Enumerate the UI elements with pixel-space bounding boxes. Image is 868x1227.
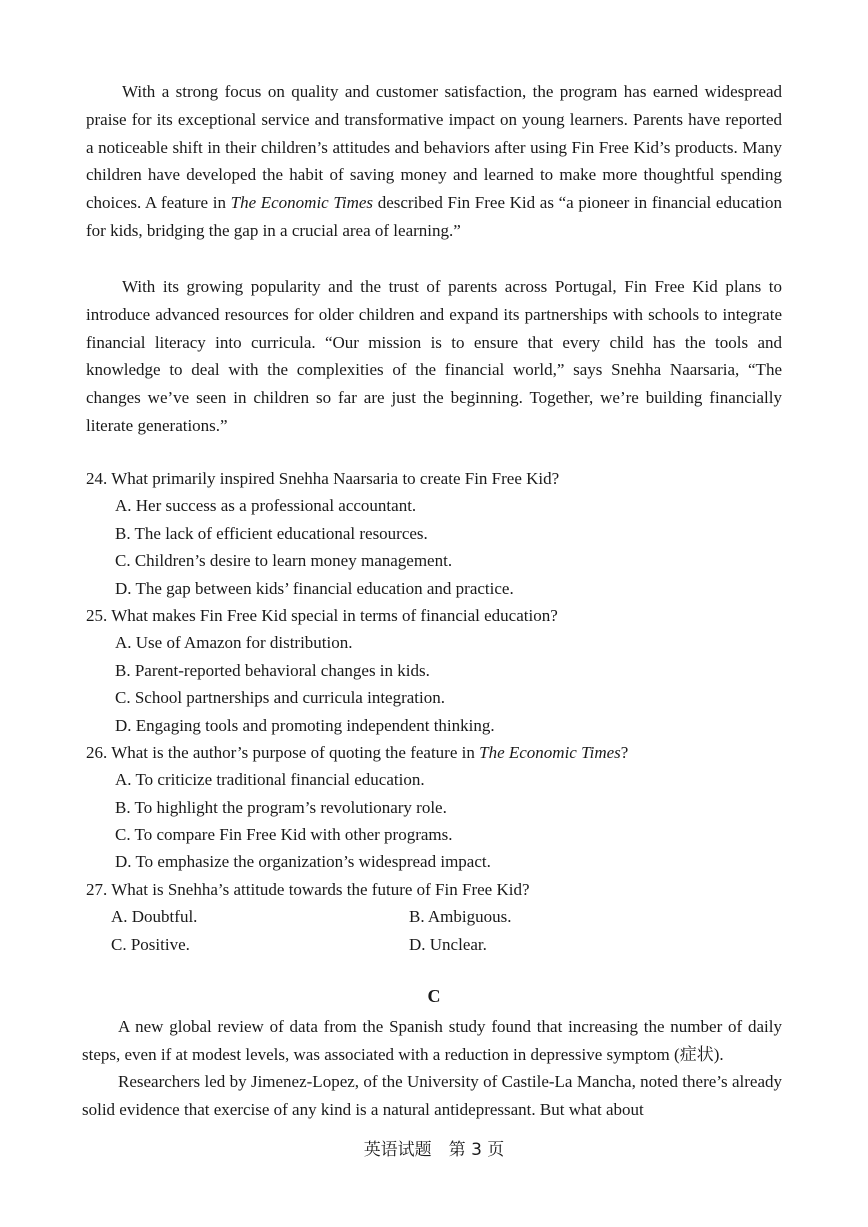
question-26 [86, 739, 786, 876]
publication-title: The Economic Times [479, 742, 621, 762]
passage-paragraph: A new global review of data from the Spanish study found that increasing the number of daily steps, even if at modest levels, was associated with a reduction in depressive symptom (症状). [82, 1017, 782, 1064]
option-c: C. Children’s desire to learn money management. [115, 551, 453, 571]
option-d: D. Engaging tools and promoting independent thinking. [115, 715, 495, 735]
option-a: A. Use of Amazon for distribution. [115, 633, 353, 653]
option-d: D. Unclear. [409, 934, 487, 954]
option-c: C. To compare Fin Free Kid with other programs. [115, 825, 453, 845]
stem-text: ? [620, 742, 629, 762]
passage-paragraph: With its growing popularity and the trust of parents across Portugal, Fin Free Kid plans to introduce advanced resources for older children and expand its partnerships with schools to integrate financial literacy into curricula. “Our mission is to ensure that every child has the tools and knowledge to deal with the complexities of the financial world,” says Snehha Naarsaria, “The changes we’ve seen in children so far are just the beginning. Together, we’re building financially literate generations.” [86, 277, 782, 435]
option-d: D. To emphasize the organization’s widespread impact. [115, 852, 491, 872]
question-list [86, 465, 786, 958]
question-27 [86, 876, 786, 958]
question-24 [86, 465, 786, 602]
page-footer: 英语试题 第 3 页 [363, 1140, 505, 1160]
stem-text: 26. What is the author’s purpose of quoting the feature in [86, 742, 480, 762]
option-row [86, 903, 786, 930]
option-b: B. Ambiguous. [409, 907, 512, 927]
question-stem [86, 739, 786, 766]
question-25 [86, 602, 786, 739]
option-b: B. The lack of efficient educational resources. [115, 523, 428, 543]
option-b: B. Parent-reported behavioral changes in kids. [115, 660, 430, 680]
option-a: A. To criticize traditional financial education. [115, 770, 425, 790]
option-a: A. Doubtful. [111, 907, 198, 927]
passage-paragraph [86, 78, 782, 245]
passage-paragraph: Researchers led by Jimenez-Lopez, of the University of Castile-La Mancha, noted there’s already solid evidence that exercise of any kind is a natural antidepressant. But what about [82, 1072, 782, 1119]
option-row [86, 931, 786, 958]
question-stem: 25. What makes Fin Free Kid special in terms of financial education? [86, 605, 558, 625]
section-letter: C [427, 986, 441, 1006]
paragraph-text: described Fin Free Kid as “a pioneer in financial education for kids, bridging the gap in a crucial area of learning.” [86, 193, 783, 240]
option-d: D. The gap between kids’ financial education and practice. [115, 578, 514, 598]
option-b: B. To highlight the program’s revolutionary role. [115, 797, 447, 817]
option-c: C. Positive. [111, 934, 190, 954]
option-a: A. Her success as a professional accountant. [115, 496, 417, 516]
question-stem: 24. What primarily inspired Snehha Naarsaria to create Fin Free Kid? [86, 469, 560, 488]
paragraph-text: With a strong focus on quality and customer satisfaction, the program has earned widespread praise for its exceptional service and transformative impact on young learners. Parents have reported a noticeable shift in their children’s attitudes and behaviors after using Fin Free Kid’s products. Many children have developed the habit of saving money and learned to make more thoughtful spending choices. A feature in [86, 82, 782, 213]
option-c: C. School partnerships and curricula integration. [115, 688, 445, 708]
publication-title: The Economic Times [230, 193, 374, 213]
question-stem: 27. What is Snehha’s attitude towards the future of Fin Free Kid? [86, 879, 530, 899]
